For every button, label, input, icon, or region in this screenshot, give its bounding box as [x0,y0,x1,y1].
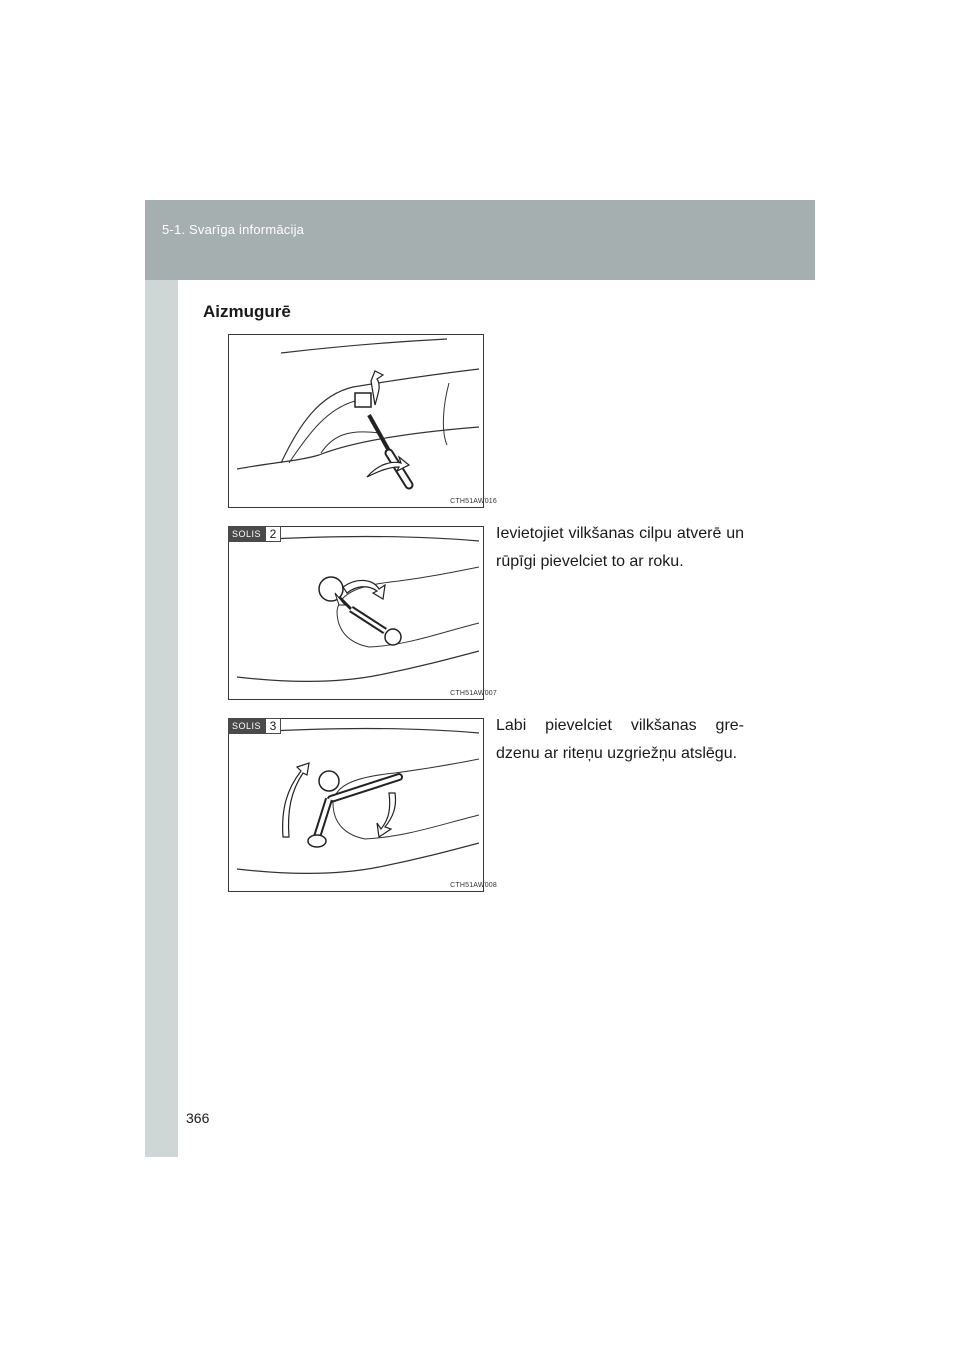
figure-code: CTH51AW007 [450,690,497,697]
figure-rear-cover [228,334,497,508]
step-2-text: Ievietojiet vilkšanas cilpu atverē un rūpīgi pievelciet to ar roku. [496,525,744,570]
towing-eye-illustration [229,527,483,699]
figure-code: CTH51AW016 [450,498,497,505]
side-band [145,200,178,1157]
section-header [145,200,815,280]
rear-cover-illustration [229,335,483,507]
step-label: SOLIS [228,718,265,734]
figure-step-2 [228,526,497,700]
step-label: SOLIS [228,526,265,542]
step-number: 3 [265,718,281,734]
step-3-text: Labi pievelciet vilkšanas gre-dzenu ar riteņu uzgriežņu atslēgu. [496,717,744,762]
step-badge [228,526,281,542]
figure-code: CTH51AW008 [450,882,497,889]
figure-step-3 [228,718,497,892]
subheading: Aizmugurē [203,302,291,321]
page-number: 366 [186,1110,210,1126]
step-number: 2 [265,526,281,542]
wheel-wrench-illustration [229,719,483,891]
section-title: 5-1. Svarīga informācija [162,222,305,237]
step-badge [228,718,281,734]
